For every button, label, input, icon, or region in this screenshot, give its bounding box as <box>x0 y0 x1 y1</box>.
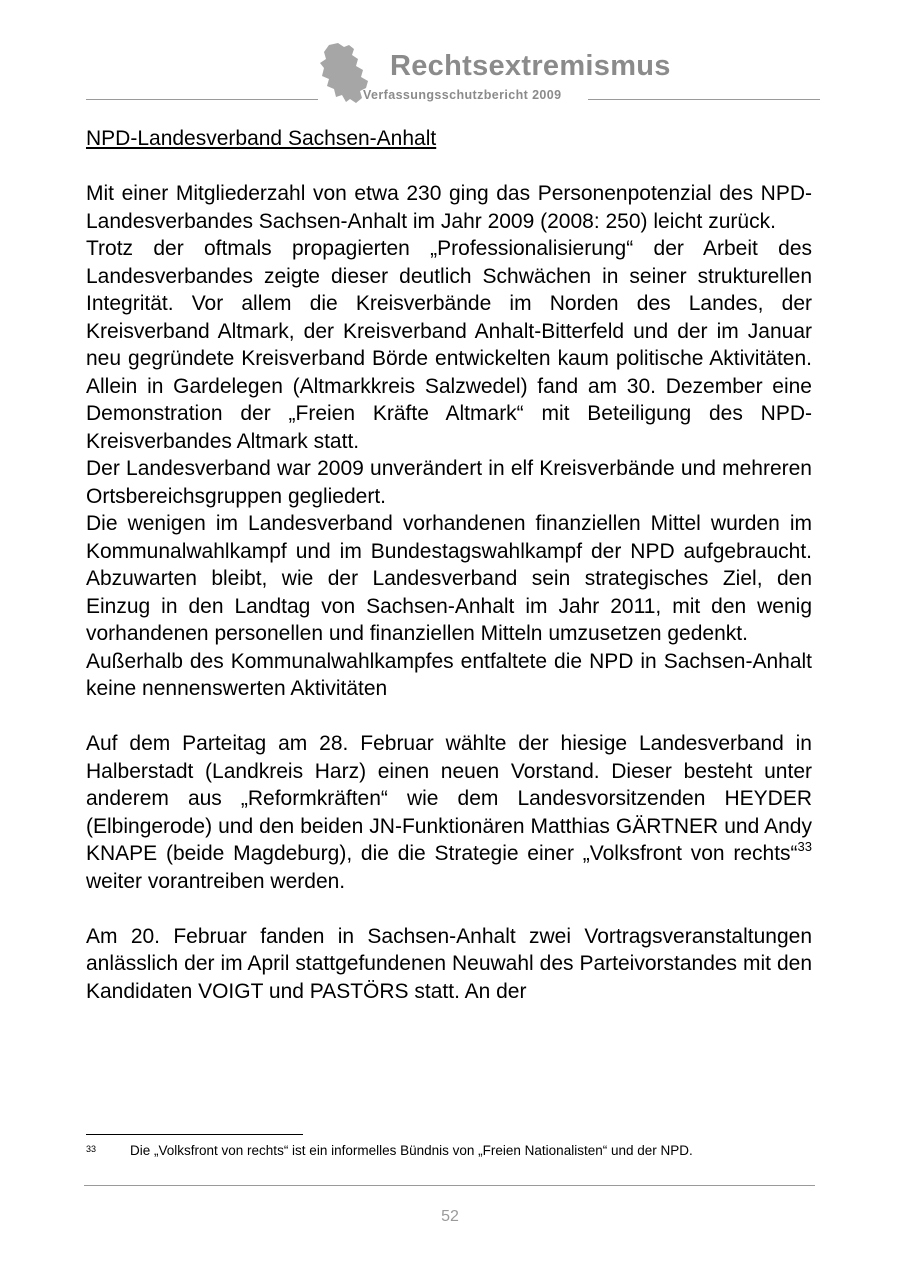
paragraph-parteitag-continued: weiter vorantreiben werden. <box>86 869 346 893</box>
paragraph-finances: Die wenigen im Landesverband vorhandenen finanziellen Mittel wurden im Kommunalwahlkampf und im Bundestagswahlkampf der NPD aufgebraucht. Abzuwarten bleibt, wie der Landesverband sein strategisches Ziel, den Einzug in den Landtag von Sachsen-Anhalt im Jahr 2011, mit den wenig vorhandenen personellen und finanziellen Mitteln umzusetzen gedenkt. <box>86 512 812 645</box>
header-rule-right <box>588 99 820 100</box>
paragraph-membership: Mit einer Mitgliederzahl von etwa 230 ging das Personenpotenzial des NPD-Landesverbandes Sachsen-Anhalt im Jahr 2009 (2008: 250) leicht zurück. <box>86 182 812 233</box>
paragraph-parteitag-text: Auf dem Parteitag am 28. Februar wählte der hiesige Landesverband in Halberstadt (Landkreis Harz) einen neuen Vorstand. Dieser besteht unter anderem aus „Reformkräften“ wie dem Landesvorsitzenden HEYDER (Elbingerode) und den beiden JN-Funktionären Matthias GÄRTNER und Andy KNAPE (beide Magdeburg), die die Strategie einer „Volksfront von rechts“ <box>86 732 812 865</box>
footnote-rule <box>86 1134 303 1135</box>
paragraph-structure-weakness: Trotz der oftmals propagierten „Professionalisierung“ der Arbeit des Landesverbandes zeigte dieser deutlich Schwächen in seiner strukturellen Integrität. Vor allem die Kreisverbände im Norden des Landes, der Kreisverband Altmark, der Kreisverband Anhalt-Bitterfeld und der im Januar neu gegründete Kreisverband Börde entwickelten kaum politische Aktivitäten. Allein in Gardelegen (Altmarkkreis Salzwedel) fand am 30. Dezember eine Demonstration der „Freien Kräfte Altmark“ mit Beteiligung des NPD-Kreisverbandes Altmark statt. <box>86 237 812 453</box>
footnote-number: 33 <box>86 1144 97 1154</box>
header-subtitle: Verfassungsschutzbericht 2009 <box>363 88 562 102</box>
page-number: 52 <box>441 1208 459 1225</box>
header-rule-left <box>86 99 318 100</box>
footnote-text: Die „Volksfront von rechts“ ist ein informelles Bündnis von „Freien Nationalisten“ und der NPD. <box>130 1143 693 1158</box>
paragraph-organisation: Der Landesverband war 2009 unverändert in elf Kreisverbände und mehreren Ortsbereichsgruppen gegliedert. <box>86 457 812 508</box>
header-title: Rechtsextremismus <box>390 50 671 82</box>
footer-rule <box>84 1185 815 1186</box>
paragraph-parteitag <box>86 730 812 895</box>
page-header <box>0 0 900 110</box>
paragraph-vortrag: Am 20. Februar fanden in Sachsen-Anhalt zwei Vortragsveranstaltungen anlässlich der im April stattgefundenen Neuwahl des Parteivorstandes mit den Kandidaten VOIGT und PASTÖRS statt. An der <box>86 924 812 1003</box>
main-content <box>86 125 812 1005</box>
paragraph-activities: Außerhalb des Kommunalwahlkampfes entfaltete die NPD in Sachsen-Anhalt keine nennenswerten Aktivitäten <box>86 649 812 700</box>
section-heading: NPD-Landesverband Sachsen-Anhalt <box>86 127 437 150</box>
footnote-reference: 33 <box>797 839 812 854</box>
